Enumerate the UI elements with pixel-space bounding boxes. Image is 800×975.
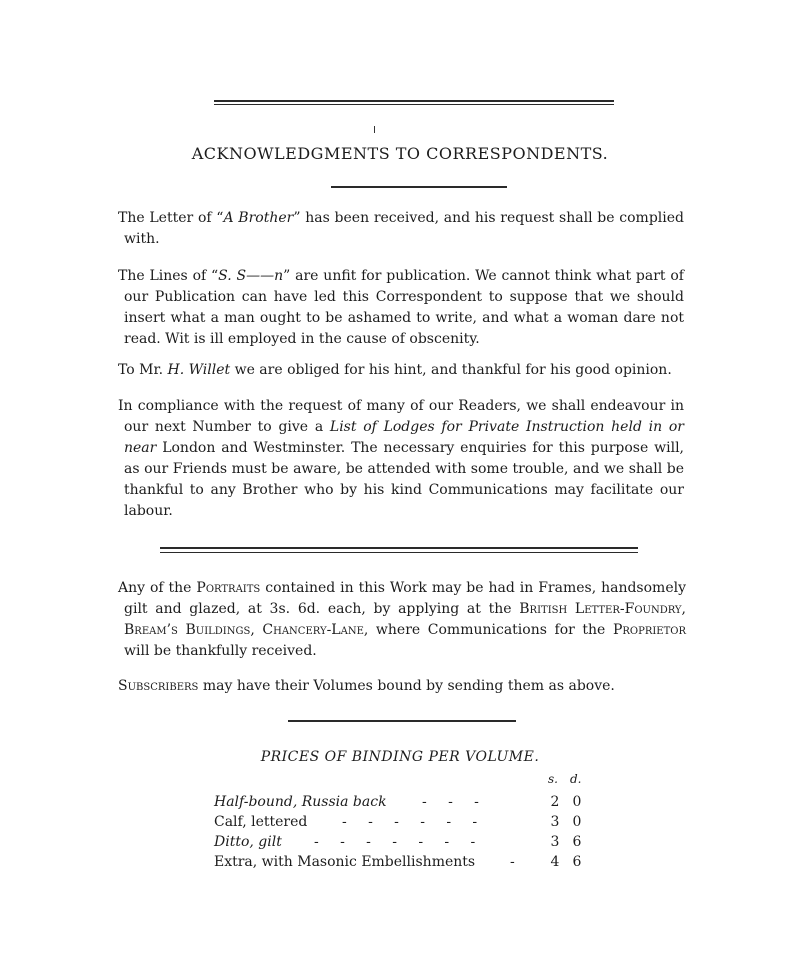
italic-phrase: List of Lodges for Private Instruction held in or near: [124, 419, 684, 456]
notice-text: In compliance with the request of many of our Readers, we shall endeavour in our next Number to give a: [118, 398, 684, 435]
correspondent-name: H. Willet: [167, 362, 231, 378]
leader-dashes: - - -: [422, 794, 481, 810]
prices-title: PRICES OF BINDING PER VOLUME.: [260, 749, 540, 765]
small-caps-word: Subscribers: [118, 678, 199, 694]
price-pence: 6: [572, 834, 582, 850]
price-shillings: 3: [550, 814, 560, 830]
price-shillings: 4: [550, 854, 560, 870]
binding-type: Half-bound, Russia back: [214, 794, 387, 810]
binding-type: Ditto, gilt: [214, 834, 282, 850]
binding-type: Calf, lettered: [214, 814, 308, 830]
correspondent-name: A Brother: [223, 210, 294, 226]
price-shillings: 2: [550, 794, 560, 810]
notice-text: where Communications for the: [368, 622, 613, 638]
notice-text: may have their Volumes bound by sending them as above.: [198, 678, 615, 694]
notice-text: we are obliged for his hint, and thankful for his good opinion.: [230, 362, 672, 378]
prices-divider-rule: [288, 720, 516, 722]
correspondent-name: S. S——n: [218, 268, 284, 284]
price-pence: 0: [572, 814, 582, 830]
price-row: [214, 834, 614, 854]
price-row: [214, 854, 614, 874]
notice-text: ” has been received, and his request shall be complied with.: [124, 210, 684, 247]
notice-lines-unfit: [118, 266, 684, 350]
notice-a-brother: [118, 208, 684, 250]
leader-dashes: - - - - - - -: [314, 834, 478, 850]
small-caps-word: Portraits: [196, 580, 261, 596]
small-caps-word: Proprietor: [612, 622, 686, 638]
price-shillings: 3: [550, 834, 560, 850]
leader-dashes: -: [510, 854, 517, 870]
binding-type: Extra, with Masonic Embellishments: [214, 854, 476, 870]
notice-subscribers: [118, 676, 684, 697]
leader-dashes: - - - - - -: [342, 814, 480, 830]
notice-text: The Letter of “: [118, 210, 224, 226]
notice-text: To Mr.: [118, 362, 168, 378]
notice-text: will be thankfully received.: [124, 643, 317, 659]
address-small-caps: British Letter-Foundry, Bream’s Buildings, Chancery-Lane,: [124, 601, 686, 638]
notice-text: ” are unfit for publication. We cannot think what part of our Publication can have led this Correspondent to suppose that we should insert what a man ought to be ashamed to write, and what a woman dare not read. Wit is ill employed in the cause of obscenity.: [124, 268, 684, 347]
notice-portraits: [118, 578, 686, 662]
top-double-rule: [214, 100, 614, 102]
notice-lodges-list: [118, 396, 684, 522]
ornament-mark: [374, 126, 375, 133]
section-divider-rule-lower: [160, 552, 638, 553]
notice-text: London and Westminster. The necessary enquiries for this purpose will, as our Friends must be aware, be attended with some trouble, and we shall be thankful to any Brother who by his kind Communications may facilitate our labour.: [124, 440, 684, 519]
price-row: [214, 814, 614, 834]
notice-text: The Lines of “: [118, 268, 219, 284]
page-heading: ACKNOWLEDGMENTS TO CORRESPONDENTS.: [191, 144, 609, 163]
price-pence: 6: [572, 854, 582, 870]
top-double-rule-lower: [214, 104, 614, 105]
shillings-column-header: s.: [548, 772, 558, 786]
price-pence: 0: [572, 794, 582, 810]
notice-willet: [118, 360, 684, 381]
pence-column-header: d.: [570, 772, 582, 786]
heading-underline-rule: [331, 186, 507, 188]
notice-text: contained in this Work may be had in Frames, handsomely gilt and glazed, at 3s. 6d. each, by applying at the: [124, 580, 686, 617]
section-divider-rule: [160, 547, 638, 549]
price-row: [214, 794, 614, 814]
notice-text: Any of the: [118, 580, 197, 596]
